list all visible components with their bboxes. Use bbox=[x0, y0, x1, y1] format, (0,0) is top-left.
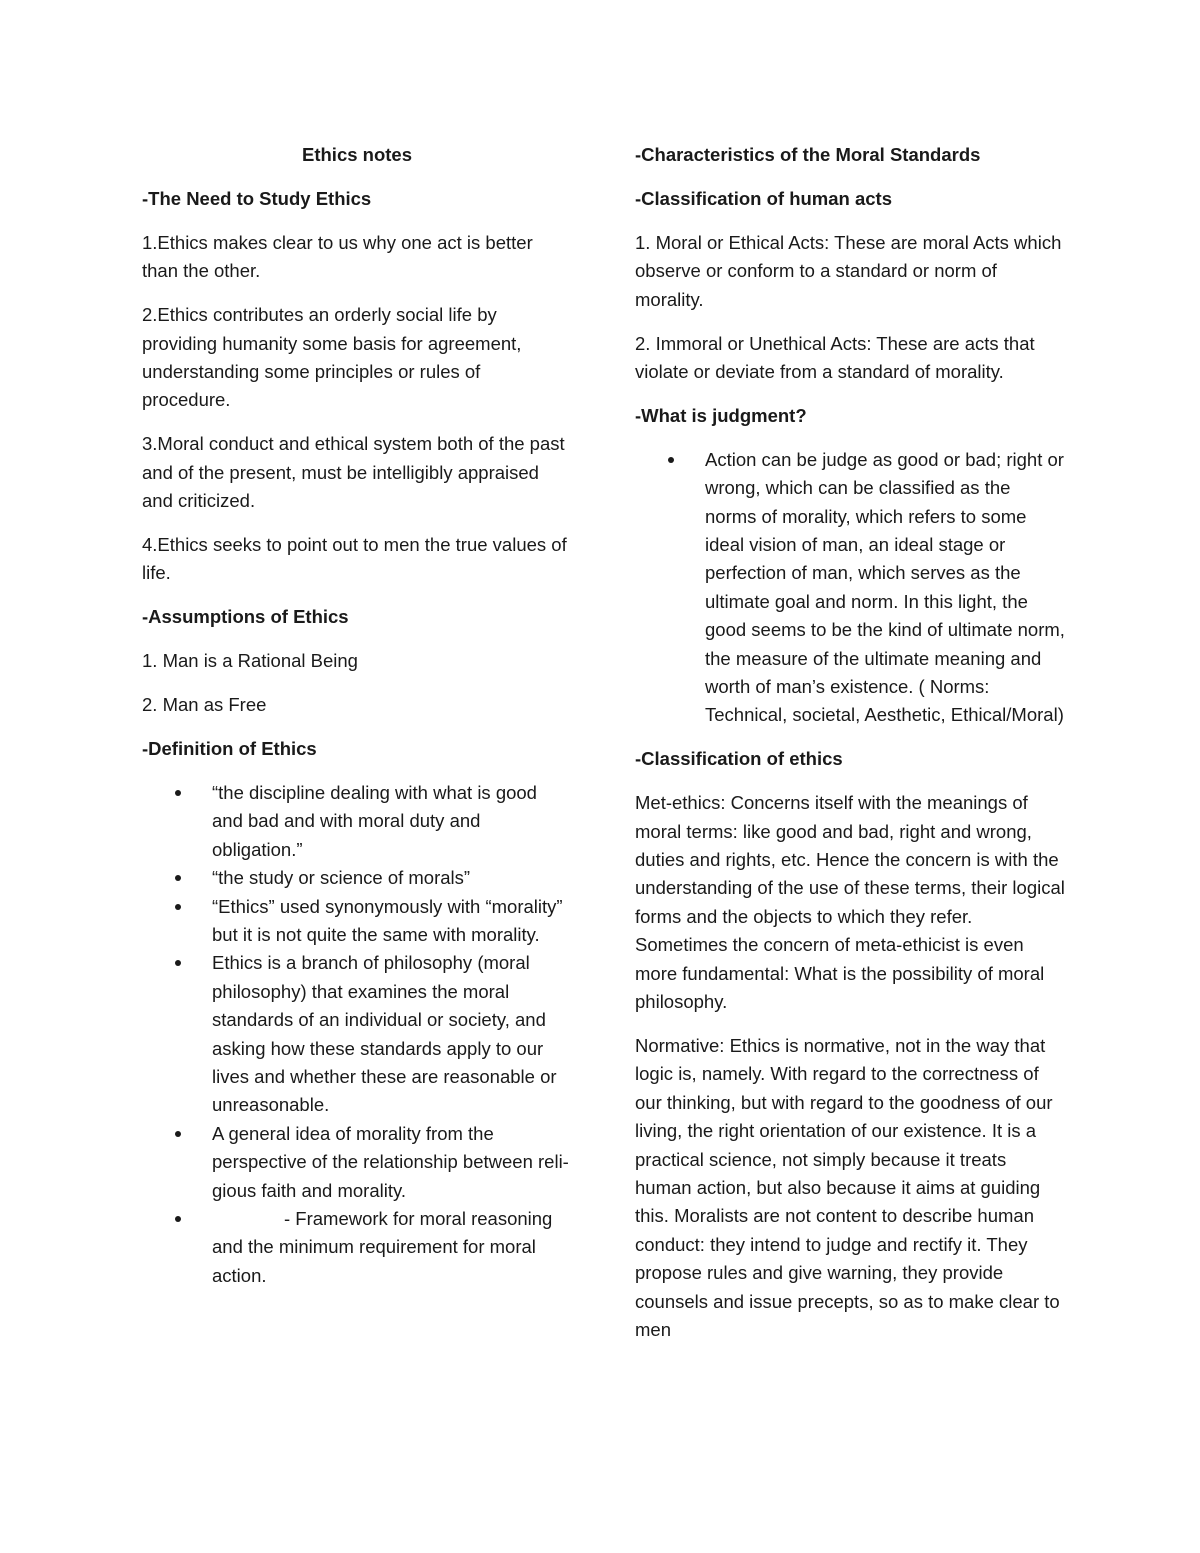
need-item-1: 1.Ethics makes clear to us why one act is better than the other. bbox=[142, 231, 533, 282]
meta-ethics-paragraph: Met-ethics: Concerns itself with the meanings of moral terms: like good and bad, right and wrong, duties and rights, etc. Hence the concern is with the understanding of the use of these terms, their logical forms and the objects to which they refer. Sometimes the concern of meta-ethicist is even more fundamental: What is the possibility of moral philosophy. bbox=[635, 792, 1065, 1013]
definition-text: - Framework for moral reasoning and the minimum requirement for moral action. bbox=[212, 1208, 553, 1286]
bullet-icon bbox=[175, 790, 181, 796]
definition-heading: -Definition of Ethics bbox=[142, 738, 317, 759]
bullet-icon bbox=[175, 1131, 181, 1137]
right-column bbox=[635, 141, 1065, 1360]
normative-paragraph: Normative: Ethics is normative, not in the way that logic is, namely. With regard to the correctness of our thinking, but with regard to the goodness of our living, the right orientation of our existence. It is a practical science, not simply because it treats human action, but also because it aims at guiding this. Moralists are not content to describe human conduct: they intend to judge and rectify it. They propose rules and give warning, they provide counsels and issue precepts, so as to make clear to men bbox=[635, 1034, 1060, 1341]
classification-ethics-heading: -Classification of ethics bbox=[635, 748, 843, 770]
list-item bbox=[142, 949, 572, 1119]
bullet-icon bbox=[175, 904, 181, 910]
classification-human-acts-heading: -Classification of human acts bbox=[635, 187, 892, 209]
judgment-text: Action can be judge as good or bad; right or wrong, which can be classified as the norms of morality, which refers to some ideal vision of man, an ideal stage or perfection of man, which serves as the ultimate goal and norm. In this light, the good seems to be the kind of ultimate norm, the measure of the ultimate meaning and worth of man’s existence. ( Norms: Technical, societal, Aesthetic, Ethical/Moral) bbox=[705, 448, 1065, 726]
definition-text: “Ethics” used synonymously with “morality” but it is not quite the same with morality. bbox=[212, 895, 563, 945]
list-item bbox=[142, 864, 572, 892]
list-item bbox=[142, 893, 572, 950]
definition-text: A general idea of morality from the perspective of the relationship between reli-gious faith and morality. bbox=[212, 1122, 569, 1201]
need-item-3: 3.Moral conduct and ethical system both of the past and of the present, must be intelligibly appraised and criticized. bbox=[142, 433, 565, 512]
definition-list bbox=[142, 779, 572, 1290]
bullet-icon bbox=[175, 875, 181, 881]
list-item bbox=[142, 1120, 572, 1205]
act-item-1: 1. Moral or Ethical Acts: These are moral Acts which observe or conform to a standard or norm of morality. bbox=[635, 231, 1062, 310]
assumption-item-2: 2. Man as Free bbox=[142, 694, 267, 716]
bullet-icon bbox=[668, 457, 674, 463]
bullet-icon bbox=[175, 960, 181, 966]
definition-text: Ethics is a branch of philosophy (moral philosophy) that examines the moral standards of an individual or society, and asking how these standards apply to our lives and whether these are reasonable or unreasonable. bbox=[212, 952, 557, 1116]
definition-text: “the study or science of morals” bbox=[212, 867, 471, 889]
judgment-heading: -What is judgment? bbox=[635, 404, 807, 426]
act-item-2: 2. Immoral or Unethical Acts: These are acts that violate or deviate from a standard of morality. bbox=[635, 332, 1035, 382]
list-item bbox=[635, 446, 1065, 730]
assumptions-heading: -Assumptions of Ethics bbox=[142, 606, 349, 628]
bullet-icon bbox=[175, 1216, 181, 1222]
need-to-study-heading: -The Need to Study Ethics bbox=[142, 187, 372, 209]
need-item-4: 4.Ethics seeks to point out to men the true values of life. bbox=[142, 533, 567, 584]
judgment-list bbox=[635, 446, 1065, 730]
list-item bbox=[142, 1205, 572, 1290]
left-column bbox=[142, 141, 572, 1306]
need-item-2: 2.Ethics contributes an orderly social life by providing humanity some basis for agreement, understanding some principles or rules of procedure. bbox=[142, 304, 522, 411]
assumption-item-1: 1. Man is a Rational Being bbox=[142, 650, 358, 672]
characteristics-heading: -Characteristics of the Moral Standards bbox=[635, 144, 981, 165]
document-title: Ethics notes bbox=[302, 144, 412, 165]
definition-text: “the discipline dealing with what is good and bad and with moral duty and obligation.” bbox=[212, 781, 537, 860]
list-item bbox=[142, 779, 572, 864]
